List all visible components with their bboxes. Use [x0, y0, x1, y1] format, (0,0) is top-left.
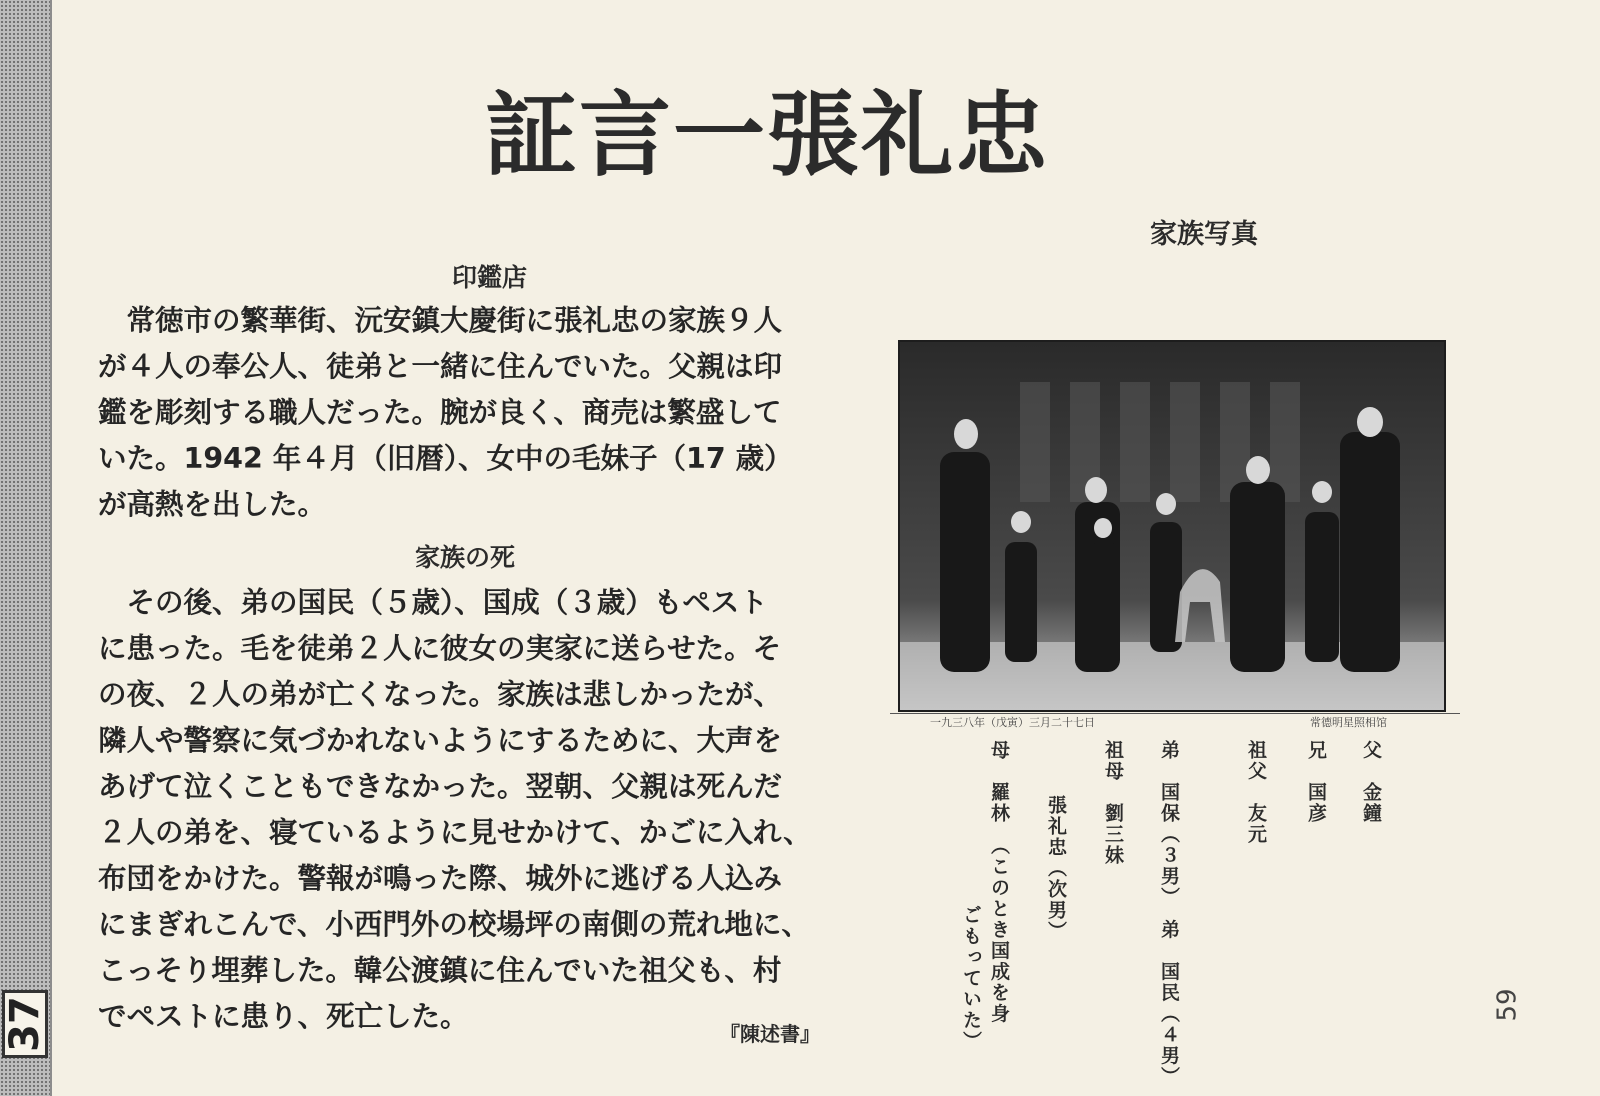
photo-caption-strip [890, 713, 1460, 728]
text-line: いた。1942 年４月（旧暦）、女中の毛妹子（17 歳） [98, 442, 793, 475]
caption-father: 父 金鐘 [1360, 740, 1382, 824]
section-heading-family-death: 家族の死 [415, 543, 516, 572]
page-number-text: 59 [1493, 988, 1523, 1022]
caption-grandmother: 祖母 劉三妹 [1102, 740, 1124, 866]
chapter-page-tab [2, 990, 48, 1058]
text-line: その後、弟の国民（５歳）、国成（３歳）もペスト [98, 586, 768, 619]
caption-mother-note: ごもっていた） [960, 905, 982, 1052]
photo-date-inscription: 一九三八年（戊寅）三月二十七日 [930, 716, 1095, 729]
page-title: 証言一張礼忠 [485, 82, 1050, 189]
text-line: にまぎれこんで、小西門外の校場坪の南側の荒れ地に、 [98, 908, 810, 941]
caption-grandfather: 祖父 友元 [1245, 740, 1267, 845]
text-line: ２人の弟を、寝ているように見せかけて、かごに入れ、 [98, 816, 812, 849]
caption-zhang-lizhong: 張礼忠（次男） [1045, 795, 1067, 942]
text-line: に患った。毛を徒弟２人に彼女の実家に送らせた。そ [98, 632, 782, 665]
caption-mother: 母 羅林 （このとき国成を身 [988, 740, 1010, 1025]
caption-younger-brothers: 弟 国保（３男） 弟 国民（４男） [1158, 740, 1180, 1088]
paragraph-seal-shop [98, 298, 868, 528]
family-photo-image [900, 342, 1444, 710]
paragraph-family-death [98, 580, 868, 1040]
dotted-margin-strip [0, 0, 52, 1096]
text-line: が４人の奉公人、徒弟と一緒に住んでいた。父親は印 [98, 350, 783, 383]
photo-label: 家族写真 [1150, 219, 1258, 250]
text-line: こっそり埋葬した。韓公渡鎮に住んでいた祖父も、村 [98, 954, 782, 987]
page-number [1488, 985, 1528, 1025]
show-through-shadow [1380, 60, 1500, 380]
text-line: が高熱を出した。 [98, 488, 327, 521]
chapter-page-number: 37 [2, 996, 49, 1052]
source-citation: 『陳述書』 [720, 1022, 820, 1046]
text-line: 鑑を彫刻する職人だった。腕が良く、商売は繁盛して [98, 396, 782, 429]
text-line: 隣人や警察に気づかれないようにするために、大声を [98, 724, 783, 757]
photo-studio-mark: 常德明星照相馆 [1310, 716, 1387, 729]
text-line: の夜、２人の弟が亡くなった。家族は悲しかったが、 [98, 678, 783, 711]
text-line: でペストに患り、死亡した。 [98, 1000, 469, 1033]
text-line: 常徳市の繁華街、沅安鎮大慶街に張礼忠の家族９人 [98, 304, 783, 337]
caption-elder-brother: 兄 国彦 [1305, 740, 1327, 824]
section-heading-seal-shop: 印鑑店 [452, 263, 528, 292]
family-photo [898, 340, 1446, 712]
text-line: あげて泣くこともできなかった。翌朝、父親は死んだ [98, 770, 783, 803]
text-line: 布団をかけた。警報が鳴った際、城外に逃げる人込み [98, 862, 783, 895]
